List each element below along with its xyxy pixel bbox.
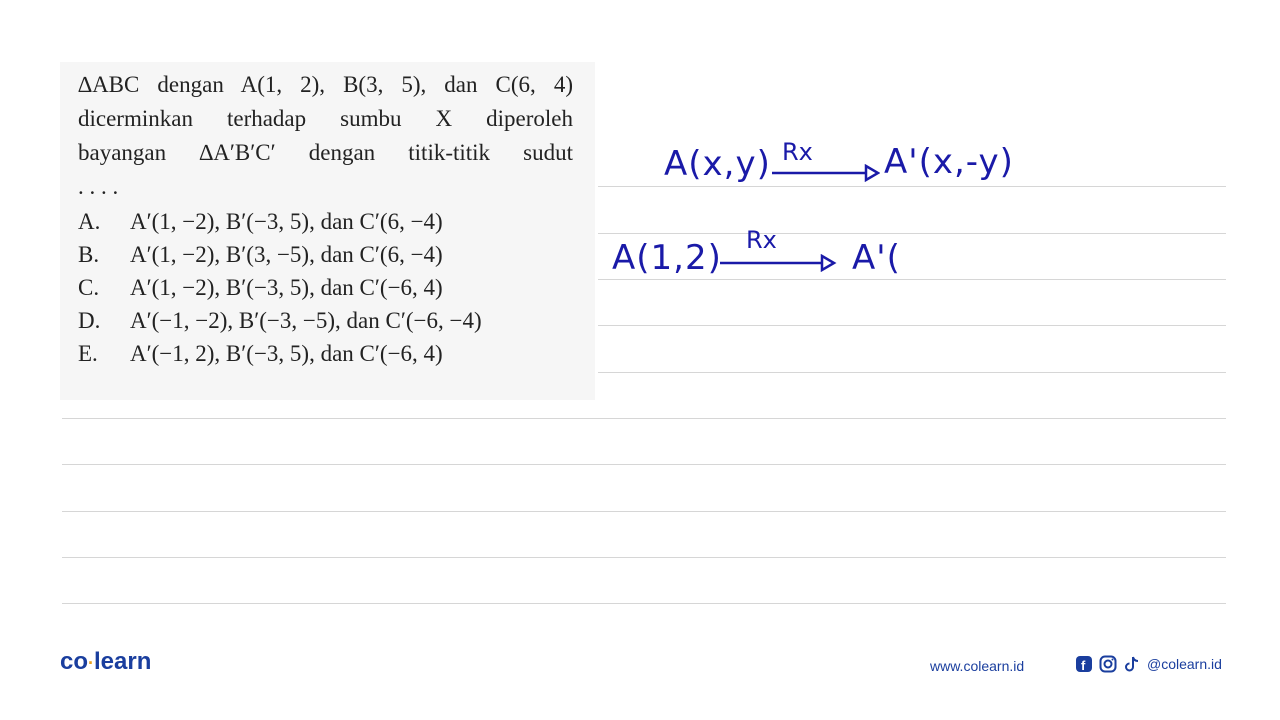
option-a[interactable] [78, 205, 482, 238]
question-line: dicerminkan terhadap sumbu X diperoleh [78, 106, 573, 131]
option-label: B. [78, 242, 100, 267]
option-text: A′(1, −2), B′(−3, 5), dan C′(−6, 4) [130, 275, 443, 300]
website-link[interactable]: www.colearn.id [930, 658, 1025, 674]
option-label: D. [78, 308, 101, 333]
social-handle[interactable]: @colearn.id [1147, 656, 1222, 672]
option-label: C. [78, 275, 100, 300]
rule-line [598, 233, 1226, 234]
arrow-icon [770, 164, 880, 182]
option-text: A′(−1, −2), B′(−3, −5), dan C′(−6, −4) [130, 308, 482, 333]
handwriting-line2-left: A(1,2) [612, 238, 722, 278]
logo-text-learn: learn [94, 648, 152, 675]
handwriting-line2-label: Rx [746, 226, 777, 254]
option-label: E. [78, 341, 98, 366]
question-line: . . . . [78, 174, 119, 199]
handwriting-line1-right: A'(x,-y) [884, 142, 1014, 182]
handwriting-line1-left: A(x,y) [664, 144, 771, 184]
rule-line [598, 186, 1226, 187]
facebook-icon[interactable] [1075, 655, 1093, 673]
option-text: A′(1, −2), B′(−3, 5), dan C′(6, −4) [130, 209, 443, 234]
option-e[interactable] [78, 337, 482, 370]
handwriting-line1-label: Rx [782, 138, 813, 166]
rule-line [598, 372, 1226, 373]
social-handles [1075, 655, 1222, 673]
arrow-icon [718, 254, 838, 272]
logo-dot-icon: · [88, 653, 95, 673]
answer-options [78, 205, 482, 370]
option-label: A. [78, 209, 101, 234]
rule-line [62, 464, 1226, 465]
instagram-icon[interactable] [1099, 655, 1117, 673]
logo-text-co: co [60, 648, 89, 675]
rule-line [598, 279, 1226, 280]
rule-line [62, 557, 1226, 558]
rule-line [598, 325, 1226, 326]
option-text: A′(−1, 2), B′(−3, 5), dan C′(−6, 4) [130, 341, 443, 366]
colearn-logo [60, 648, 151, 676]
tiktok-icon[interactable] [1123, 655, 1141, 673]
option-d[interactable] [78, 304, 482, 337]
option-text: A′(1, −2), B′(3, −5), dan C′(6, −4) [130, 242, 443, 267]
question-line: bayangan ∆A′B′C′ dengan titik-titik sudut [78, 140, 573, 165]
rule-line [62, 603, 1226, 604]
option-c[interactable] [78, 271, 482, 304]
rule-line [62, 511, 1226, 512]
rule-line [62, 418, 1226, 419]
option-b[interactable] [78, 238, 482, 271]
question-line: ∆ABC dengan A(1, 2), B(3, 5), dan C(6, 4) [78, 72, 573, 97]
svg-text:f: f [1081, 658, 1086, 673]
question-stem [78, 68, 573, 204]
handwriting-line2-right: A'( [852, 238, 901, 278]
